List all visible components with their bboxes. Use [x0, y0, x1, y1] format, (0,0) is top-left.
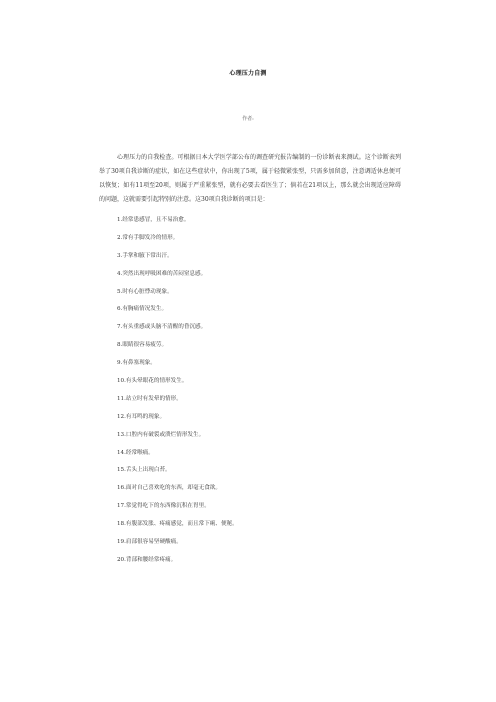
- list-item: 15.舌头上出现白苔。: [117, 467, 171, 474]
- list-item: 1.经常患感冒，且不易治愈。: [117, 217, 190, 223]
- list-item: 7.有头重感或头脑不清醒的昏沉感。: [117, 324, 207, 331]
- list-item: 3.手掌和腋下常出汗。: [117, 252, 173, 259]
- list-item: 13.口腔内有破裂或溃烂情形发生。: [117, 431, 205, 438]
- list-item: 10.有头晕眼花的情形发生。: [117, 378, 188, 385]
- list-item: 12.有耳鸣的现象。: [117, 413, 166, 420]
- list-item: 18.有腹部发胀、疼痛感觉，而且常下痢、便秘。: [117, 521, 238, 528]
- list-item: 14.经常喉痛。: [117, 449, 154, 456]
- list-item: 11.站立时有发晕的情形。: [117, 395, 182, 402]
- list-item: 20.背部和腰经常疼痛。: [117, 556, 177, 563]
- list-item: 2.常有手脚发冷的情形。: [117, 234, 179, 241]
- document-title: 心理压力自测: [229, 70, 267, 77]
- list-item: 6.有胸痛情况发生。: [117, 306, 168, 313]
- list-item: 19.肩部很容易坚硬酸痛。: [117, 539, 182, 546]
- author-line: 作者:: [242, 116, 254, 122]
- intro-paragraph: 心理压力的自我检查。可根据日本大学医学部公布的调查研究报告编制的一份诊断表来测试。这个诊断表列举了30项自我诊断的症状，如在这些症状中，你出现了5项，属于轻微紧张型，只需多加留意，注意调适休息便可以恢复；如有11项至20项，则属于严重紧张型，就有必要去看医生了；倘若在21项以上，那么就会出现适应障碍的问题，这就需要引起特别的注意。这30项自我诊断的项目是：: [99, 154, 401, 203]
- list-item: 5.时有心脏悸动现象。: [117, 288, 173, 295]
- list-item: 8.眼睛很容易疲劳。: [117, 342, 168, 349]
- list-item: 9.有鼻塞现象。: [117, 360, 156, 367]
- list-item: 4.突然出现呼吸困难的苦闷窒息感。: [117, 270, 207, 277]
- list-item: 17.常觉得吃下的东西像沉积在胃里。: [117, 503, 210, 510]
- list-item: 16.面对自己喜欢吃的东西，却毫无食欲。: [117, 485, 221, 492]
- symptom-list: [117, 216, 407, 574]
